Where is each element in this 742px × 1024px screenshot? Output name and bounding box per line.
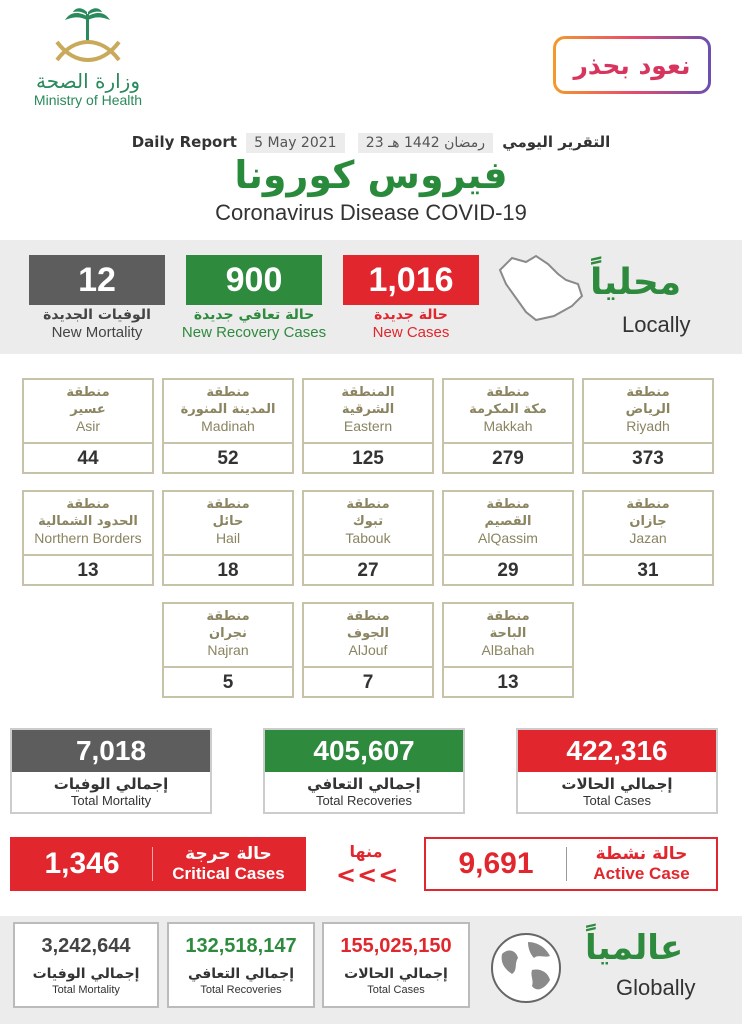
new-mortality-value: 12 — [29, 255, 165, 305]
region-card-najran — [162, 602, 294, 698]
new-cases-label-ar: حالة جديدة — [374, 307, 448, 323]
region-value: 29 — [497, 560, 519, 581]
total-cases-label-ar: إجمالي الحالات — [561, 775, 673, 793]
moh-name-english: Ministry of Health — [33, 92, 143, 108]
daily-report-line — [0, 133, 742, 153]
globally-label-ar: عالمياً — [585, 928, 684, 968]
new-recovery-label-ar: حالة تعافي جديدة — [193, 307, 315, 323]
region-value: 44 — [77, 448, 99, 469]
region-prefix: منطقة — [626, 385, 670, 400]
critical-cases-card — [10, 837, 306, 891]
region-card-madinah — [162, 378, 294, 474]
region-card-albahah — [442, 602, 574, 698]
region-prefix: منطقة — [486, 385, 530, 400]
region-name-en: Makkah — [483, 418, 533, 434]
region-card-asir — [22, 378, 154, 474]
campaign-badge-text: نعود بحذر — [556, 39, 708, 91]
of-which-indicator — [336, 842, 400, 889]
daily-report-label-en: Daily Report — [131, 133, 237, 151]
region-name-en: Asir — [75, 418, 101, 434]
region-name-ar: القصيم — [484, 514, 532, 529]
region-prefix: منطقة — [206, 497, 250, 512]
total-mortality-value: 7,018 — [12, 730, 210, 772]
region-name-en: Jazan — [629, 530, 667, 546]
region-prefix: منطقة — [206, 385, 250, 400]
global-recoveries-value: 132,518,147 — [185, 935, 297, 957]
global-recoveries-label-en: Total Recoveries — [200, 984, 282, 996]
region-value: 279 — [492, 448, 524, 469]
region-card-alqassim — [442, 490, 574, 586]
page-title-english: Coronavirus Disease COVID-19 — [215, 200, 527, 225]
page-title-arabic: فيروس كورونا — [234, 153, 508, 197]
region-name-ar: مكة المكرمة — [469, 402, 547, 417]
total-cases-label-en: Total Cases — [583, 793, 651, 808]
region-prefix: منطقة — [346, 497, 390, 512]
region-value: 18 — [217, 560, 239, 581]
region-card-makkah — [442, 378, 574, 474]
daily-report-label-ar: التقرير اليومي — [502, 133, 611, 151]
region-name-ar: حائل — [212, 514, 244, 529]
total-recoveries-card — [263, 728, 465, 814]
region-card-tabouk — [302, 490, 434, 586]
new-mortality-label-ar: الوفيات الجديدة — [43, 307, 151, 323]
total-recoveries-label-en: Total Recoveries — [315, 793, 413, 808]
campaign-badge — [553, 36, 711, 94]
region-prefix: منطقة — [66, 385, 110, 400]
globally-label-en: Globally — [616, 975, 696, 1000]
region-name-ar: الحدود الشمالية — [38, 514, 138, 529]
critical-cases-value: 1,346 — [44, 847, 120, 880]
total-recoveries-value: 405,607 — [265, 730, 463, 772]
global-cases-label-en: Total Cases — [367, 984, 425, 996]
globe-icon — [488, 930, 564, 1006]
report-date-en: 5 May 2021 — [246, 133, 344, 153]
global-recoveries-label-ar: إجمالي التعافي — [187, 966, 295, 982]
total-mortality-card — [10, 728, 212, 814]
region-name-ar: عسير — [70, 402, 106, 417]
locally-label-ar: محلياً — [590, 262, 682, 303]
region-value: 52 — [217, 448, 239, 469]
region-prefix: منطقة — [486, 497, 530, 512]
region-name-en: Najran — [207, 642, 249, 658]
region-name-ar: الجوف — [347, 626, 389, 641]
global-cases-value: 155,025,150 — [340, 935, 452, 957]
region-name-en: Tabouk — [345, 530, 391, 546]
of-which-label: منها — [349, 842, 383, 861]
region-value: 13 — [77, 560, 99, 581]
region-card-hail — [162, 490, 294, 586]
critical-cases-label-en: Critical Cases — [172, 864, 285, 883]
region-name-en: Eastern — [343, 418, 393, 434]
region-name-ar: جازان — [629, 514, 667, 529]
region-prefix: المنطقة — [341, 385, 395, 400]
active-cases-label-ar: حالة نشطة — [595, 844, 688, 864]
ministry-of-health-logo — [18, 8, 158, 118]
new-mortality-label-en: New Mortality — [51, 324, 143, 341]
region-name-en: AlBahah — [481, 642, 535, 658]
total-cases-card — [516, 728, 718, 814]
region-name-ar: الباحة — [489, 626, 527, 641]
region-value: 7 — [362, 672, 374, 693]
total-cases-value: 422,316 — [518, 730, 716, 772]
region-prefix: منطقة — [66, 497, 110, 512]
active-cases-value: 9,691 — [458, 847, 534, 880]
global-mortality-value: 3,242,644 — [41, 935, 131, 957]
region-prefix: منطقة — [626, 497, 670, 512]
region-name-en: AlJouf — [348, 642, 388, 658]
region-prefix: منطقة — [346, 609, 390, 624]
region-value: 5 — [222, 672, 234, 693]
region-name-en: Northern Borders — [34, 530, 142, 546]
total-recoveries-label-ar: إجمالي التعافي — [307, 775, 421, 793]
region-value: 31 — [637, 560, 659, 581]
region-value: 373 — [632, 448, 664, 469]
region-prefix: منطقة — [206, 609, 250, 624]
region-name-ar: الرياض — [625, 402, 671, 417]
palm-swords-icon — [45, 8, 131, 68]
region-name-ar: نجران — [209, 626, 247, 641]
total-mortality-label-ar: إجمالي الوفيات — [53, 775, 169, 793]
global-recoveries-card — [167, 922, 315, 1008]
global-cases-label-ar: إجمالي الحالات — [344, 966, 448, 982]
new-recovery-value: 900 — [186, 255, 322, 305]
new-cases-label-en: New Cases — [372, 324, 450, 341]
global-mortality-card — [13, 922, 159, 1008]
locally-label-en: Locally — [622, 312, 691, 337]
region-card-northern-borders — [22, 490, 154, 586]
global-cases-card — [322, 922, 470, 1008]
region-value: 125 — [352, 448, 384, 469]
region-card-jazan — [582, 490, 714, 586]
report-date-ar: 23 رمضان 1442 هـ — [358, 133, 493, 153]
region-value: 27 — [357, 560, 379, 581]
region-name-en: AlQassim — [478, 530, 538, 546]
region-card-eastern — [302, 378, 434, 474]
moh-name-arabic: وزارة الصحة — [36, 69, 140, 93]
saudi-map-icon — [492, 250, 588, 326]
region-card-aljouf — [302, 602, 434, 698]
region-value: 13 — [497, 672, 519, 693]
new-recovery-label-en: New Recovery Cases — [181, 324, 327, 341]
region-name-ar: الشرقية — [341, 402, 395, 417]
active-cases-card — [424, 837, 718, 891]
region-name-ar: المدينة المنورة — [180, 402, 276, 417]
region-name-en: Hail — [215, 530, 241, 546]
region-name-ar: تبوك — [352, 514, 384, 529]
new-cases-value: 1,016 — [343, 255, 479, 305]
region-card-riyadh — [582, 378, 714, 474]
active-cases-label-en: Active Case — [593, 864, 690, 883]
critical-cases-label-ar: حالة حرجة — [185, 844, 272, 864]
total-mortality-label-en: Total Mortality — [70, 793, 152, 808]
region-name-en: Riyadh — [626, 418, 670, 434]
region-prefix: منطقة — [486, 609, 530, 624]
arrows-left-icon: <<< — [336, 861, 400, 889]
global-mortality-label-en: Total Mortality — [52, 984, 120, 996]
global-mortality-label-ar: إجمالي الوفيات — [32, 966, 140, 982]
region-name-en: Madinah — [201, 418, 255, 434]
